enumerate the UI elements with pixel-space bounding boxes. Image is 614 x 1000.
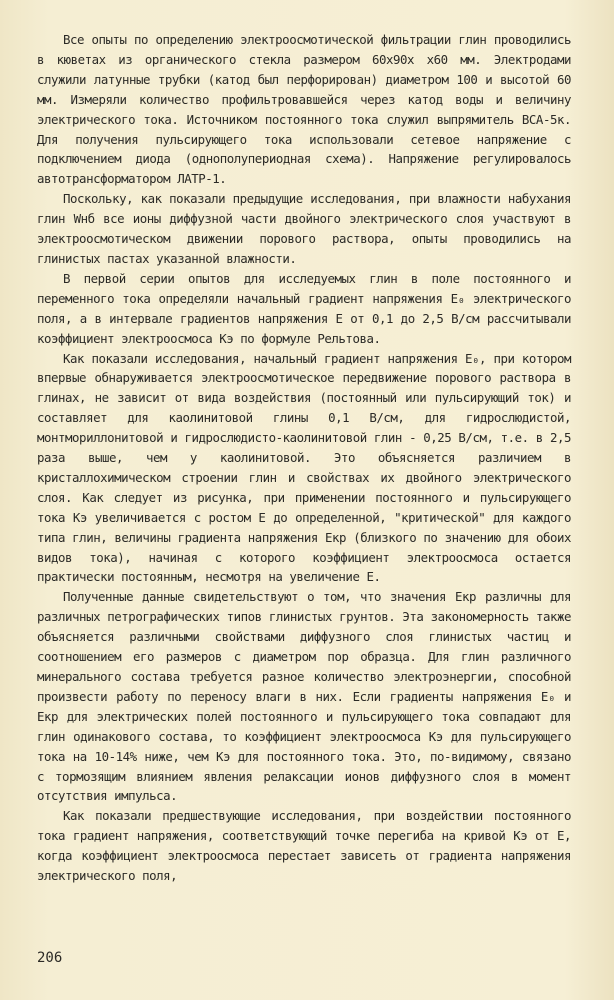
paragraph-5: Полученные данные свидетельствуют о том, что значения Eкр различны для различных петрографических типов глинистых грунтов. Эта закономерность также объясняется различными свойствами диффузного слоя глинистых частиц и соотношением его размеров с диаметром пор образца. Для глин различного минерального состава требуется разное количество электроэнергии, способной произвести работу по переносу влаги в них. Если градиенты напряжения E₀ и Eкр для электрических полей постоянного и пульсирующего тока совпадают для глин одинакового состава, то коэффициент электроосмоса Kэ для пульсирующего тока на 10-14% ниже, чем Kэ для постоянного тока. Это, по-видимому, связано с тормозящим влиянием явления релаксации ионов диффузного слоя в момент отсутствия импульса.: [37, 589, 571, 804]
paragraph-4: Как показали исследования, начальный градиент напряжения E₀, при котором впервые обнаруживается электроосмотическое передвижение порового раствора в глинах, не зависит от вида воздействия (постоянный или пульсирующий ток) и составляет для каолинитовой глины 0,1 В/см, для гидрослюдистой, монтмориллонитовой и гидрослюдисто-каолинитовой глин - 0,25 В/см, т.е. в 2,5 раза выше, чем у каолинитовой. Это объясняется различием в кристаллохимическом строении глин и свойствах их двойного электрического слоя. Как следует из рисунка, при применении постоянного и пульсирующего тока Kэ увеличивается с ростом E до определенной, "критической" для каждого типа глин, величины градиента напряжения Eкр (близкого по значению для обоих видов тока), начиная с которого коэффициент электроосмоса остается практически постоянным, несмотря на увеличение E.: [37, 350, 571, 585]
paragraph-6: Как показали предшествующие исследования, при воздействии постоянного тока градиент напряжения, соответствующий точке перегиба на кривой Kэ от E, когда коэффициент электроосмоса перестает зависеть от градиента напряжения электрического поля,: [37, 808, 571, 884]
body-text: [37, 30, 571, 886]
page-number: 206: [37, 950, 63, 966]
paragraph-3: В первой серии опытов для исследуемых глин в поле постоянного и переменного тока определяли начальный градиент напряжения E₀ электрического поля, а в интервале градиентов напряжения E от 0,1 до 2,5 В/см рассчитывали коэффициент электроосмоса Kэ по формуле Рельтова.: [37, 270, 571, 346]
paragraph-1: Все опыты по определению электроосмотической фильтрации глин проводились в кюветах из органического стекла размером 60х90х х60 мм. Электродами служили латунные трубки (катод был перфорирован) диаметром 100 и высотой 60 мм. Измеряли количество профильтровавшейся через катод воды и величину электрического тока. Источником постоянного тока служил выпрямитель ВСА-5к. Для получения пульсирующего тока использовали сетевое напряжение с подключением диода (однополупериодная схема). Напряжение регулировалось автотрансформатором ЛАТР-1.: [37, 32, 571, 187]
paragraph-2: Поскольку, как показали предыдущие исследования, при влажности набухания глин Wнб все ионы диффузной части двойного электрического слоя участвуют в электроосмотическом движении порового раствора, опыты проводились на глинистых пастах указанной влажности.: [37, 191, 571, 266]
